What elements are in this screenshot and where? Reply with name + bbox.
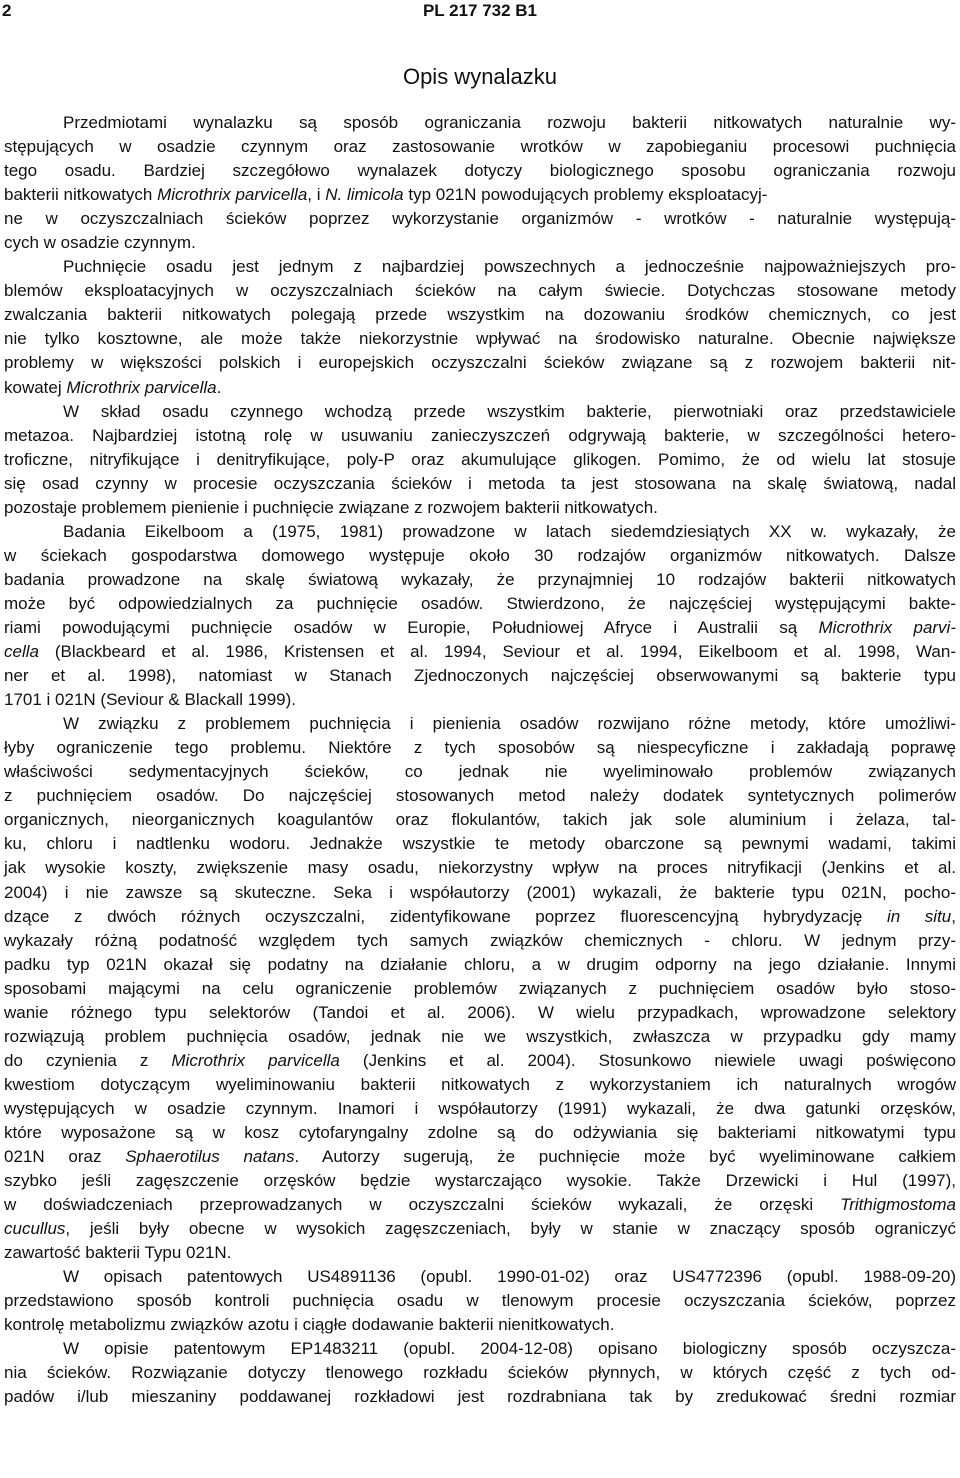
text-line <box>4 135 956 159</box>
text-segment: riami powodującymi puchnięcie osadów w Europie, Południowej Afryce i Australii są <box>4 617 819 637</box>
text-line <box>4 159 956 183</box>
text-line <box>4 1025 956 1049</box>
text-line <box>4 1361 956 1385</box>
text-segment: rozwiązują problem puchnięcia osadów, jednak nie we wszystkich, zwłaszcza w przypadku gdy mamy <box>4 1026 956 1046</box>
text-line <box>4 712 956 736</box>
italic-text: Trithigmostoma <box>840 1195 956 1215</box>
text-segment: szybko jeśli zagęszczenie orzęsków będzie wystarczająco wysokie. Także Drzewicki i Hul (1997), <box>4 1171 956 1191</box>
text-line <box>4 1169 956 1193</box>
text-segment: z puchnięciem osadów. Do najczęściej stosowanych metod należy dodatek syntetycznych polimerów <box>4 786 956 806</box>
text-line <box>4 664 956 688</box>
page-header <box>0 0 960 22</box>
text-line <box>4 1049 956 1073</box>
text-segment: dzące z dwóch różnych oczyszczalni, zidentyfikowane poprzez fluorescencyjną hybrydyzację <box>4 906 887 926</box>
italic-text: cucullus <box>4 1219 66 1239</box>
text-segment: bakterii nitkowatych <box>4 185 158 205</box>
text-line <box>4 1385 956 1409</box>
text-segment: 2004) i nie zawsze są skuteczne. Seka i współautorzy (2001) wykazali, że bakterie typu 021N, pocho- <box>4 882 956 902</box>
text-segment: W opisie patentowym EP1483211 (opubl. 2004-12-08) opisano biologiczny sposób oczyszcza- <box>63 1339 956 1359</box>
text-line <box>4 1313 956 1337</box>
text-line <box>4 1217 956 1241</box>
text-segment: kowatej <box>4 377 67 397</box>
text-line <box>4 183 956 207</box>
italic-text: cella <box>4 642 39 662</box>
text-segment: (Blackbeard et al. 1986, Kristensen et al. 1994, Seviour et al. 1994, Eikelboom et al. 1998, Wan- <box>38 642 956 662</box>
text-segment: . <box>216 377 222 397</box>
italic-text: Microthrix parvi- <box>818 617 956 637</box>
text-segment: cych w osadzie czynnym. <box>4 233 196 253</box>
text-line <box>4 808 956 832</box>
text-line <box>4 207 956 231</box>
text-segment: w ściekach gospodarstwa domowego występuje około 30 rodzajów organizmów nitkowatych. Dalsze <box>4 545 956 565</box>
text-segment: , i <box>307 185 326 205</box>
text-segment: Badania Eikelboom a (1975, 1981) prowadzone w latach siedemdziesiątych XX w. wykazały, że <box>63 521 956 541</box>
text-segment: 021N oraz <box>4 1147 126 1167</box>
text-line <box>4 736 956 760</box>
text-segment: ne w oczyszczalniach ścieków poprzez wykorzystanie organizmów - wrotków - naturalnie występują- <box>4 209 956 229</box>
italic-text: Microthrix parvicella <box>66 377 217 397</box>
text-segment: . Autorzy sugerują, że puchnięcie może być wyeliminowane całkiem <box>294 1147 956 1167</box>
text-line <box>4 1145 956 1169</box>
italic-text: Microthrix parvicella <box>157 185 308 205</box>
text-segment: typ 021N powodujących problemy eksploatacyj- <box>403 185 768 205</box>
text-line <box>4 111 956 135</box>
text-segment: stępujących w osadzie czynnym oraz zastosowanie wrotków w zapobieganiu procesowi puchnięcia <box>4 137 956 157</box>
text-line <box>4 376 956 400</box>
text-segment: padów i/lub mieszaniny poddawanej rozkładowi jest rozdrabniana tak by zredukować średni rozmiar <box>4 1387 956 1407</box>
text-line <box>4 688 956 712</box>
text-segment: zwalczania bakterii nitkowatych polegają przede wszystkim na dozowaniu środków chemicznych, co jest <box>4 305 956 325</box>
text-line <box>4 1241 956 1265</box>
text-line <box>4 640 956 664</box>
text-line <box>4 544 956 568</box>
italic-text: N. limicola <box>325 185 404 205</box>
text-segment: Puchnięcie osadu jest jednym z najbardziej powszechnych a jednocześnie najpoważniejszych pro- <box>63 257 956 277</box>
text-line <box>4 400 956 424</box>
text-segment: które wyposażone są w kosz cytofaryngalny zdolne są do odżywiania się bakteriami nitkowatymi typu <box>4 1122 956 1142</box>
text-segment: występujących w osadzie czynnym. Inamori i współautorzy (1991) wykazali, że dwa gatunki orzęsków, <box>4 1098 956 1118</box>
text-line <box>4 327 956 351</box>
text-line <box>4 1073 956 1097</box>
text-segment: w doświadczeniach przeprowadzanych w oczyszczalni ścieków wykazali, że orzęski <box>4 1195 841 1215</box>
text-segment: Przedmiotami wynalazku są sposób ograniczania rozwoju bakterii nitkowatych naturalnie wy- <box>63 113 956 132</box>
text-segment: troficzne, nitryfikujące i denitryfikujące, poly-P oraz akumulujące glikogen. Pomimo, że od wielu lat stosuje <box>4 449 956 469</box>
text-line <box>4 1097 956 1121</box>
text-line <box>4 856 956 880</box>
text-segment: właściwości sedymentacyjnych ścieków, co jednak nie wyeliminowało problemów związanych <box>4 762 956 782</box>
text-segment: problemy w większości polskich i europejskich oczyszczalni ścieków związane są z rozwojem bakterii nit- <box>4 353 956 373</box>
text-segment: W skład osadu czynnego wchodzą przede wszystkim bakterie, pierwotniaki oraz przedstawiciele <box>63 401 956 421</box>
patent-number: PL 217 732 B1 <box>422 1 538 20</box>
text-line <box>4 784 956 808</box>
text-segment: metazoa. Najbardziej istotną rolę w usuwaniu zanieczyszczeń odgrywają bakterie, w szczególności hetero- <box>4 425 956 445</box>
text-segment: padku typ 021N okazał się podatny na działanie chloru, a w drugim odporny na jego działanie. Innymi <box>4 954 956 974</box>
text-segment: blemów eksploatacyjnych w oczyszczalniach ścieków na całym świecie. Dotychczas stosowane metody <box>4 281 956 301</box>
document-body <box>4 111 956 1410</box>
text-line <box>4 424 956 448</box>
text-line <box>4 1265 956 1289</box>
text-line <box>4 929 956 953</box>
text-line <box>4 1001 956 1025</box>
text-segment: , <box>951 906 956 926</box>
section-title: Opis wynalazku <box>402 64 558 89</box>
text-segment: się osad czynny w procesie oczyszczania ścieków i metoda ta jest stosowana na skalę światową, nadal <box>4 473 956 493</box>
text-segment: W opisach patentowych US4891136 (opubl. 1990-01-02) oraz US4772396 (opubl. 1988-09-20) <box>63 1267 956 1287</box>
text-segment: wykazały różną podatność względem tych samych związków chemicznych - chloru. W jednym przy- <box>4 930 956 950</box>
text-segment: organicznych, nieorganicznych koagulantów oraz flokulantów, takich jak sole aluminium i żelaza, tal- <box>4 810 956 830</box>
text-line <box>4 977 956 1001</box>
text-segment: zawartość bakterii Typu 021N. <box>4 1243 232 1263</box>
text-segment: 1701 i 021N (Seviour & Blackall 1999). <box>4 690 296 710</box>
italic-text: in situ <box>886 906 952 926</box>
text-line <box>4 448 956 472</box>
text-line <box>4 1289 956 1313</box>
italic-text: Sphaerotilus natans <box>125 1147 295 1167</box>
text-line <box>4 496 956 520</box>
text-segment: , jeśli były obecne w wysokich zagęszczeniach, były w stanie w znaczący sposób ograniczyć <box>65 1219 956 1239</box>
text-segment: kontrolę metabolizmu związków azotu i ciągłe dodawanie bakterii nienitkowatych. <box>4 1315 615 1335</box>
text-line <box>4 520 956 544</box>
text-line <box>4 351 956 375</box>
text-line <box>4 760 956 784</box>
text-line <box>4 472 956 496</box>
text-line <box>4 905 956 929</box>
text-line <box>4 279 956 303</box>
text-line <box>4 881 956 905</box>
text-segment: do czynienia z <box>4 1050 172 1070</box>
text-line <box>4 231 956 255</box>
text-segment: łyby ograniczenie tego problemu. Niektóre z tych sposobów są niespecyficzne i zakładają poprawę <box>4 738 956 758</box>
text-segment: jak wysokie koszty, zwiększenie masy osadu, niekorzystny wpływ na proces nitryfikacji (Jenkins et al. <box>4 858 956 878</box>
text-segment: pozostaje problemem pienienie i puchnięcie związane z rozwojem bakterii nitkowatych. <box>4 497 658 517</box>
text-segment: (Jenkins et al. 2004). Stosunkowo niewiele uwagi poświęcono <box>339 1050 956 1070</box>
text-line <box>4 1121 956 1145</box>
text-segment: tego osadu. Bardziej szczegółowo wynalazek dotyczy biologicznego sposobu ograniczania rozwoju <box>4 161 956 181</box>
text-segment: może być odpowiedzialnych za puchnięcie osadów. Stwierdzono, że najczęściej występującymi bakte- <box>4 593 956 613</box>
italic-text: Microthrix parvicella <box>171 1050 340 1070</box>
text-segment: nie tylko kosztowne, ale może także niekorzystnie wpływać na środowisko naturalne. Obecnie największe <box>4 329 956 349</box>
text-line <box>4 255 956 279</box>
text-segment: ku, chloru i nadtlenku wodoru. Jednakże wszystkie te metody obarczone są pewnymi wadami, takimi <box>4 834 956 854</box>
text-line <box>4 568 956 592</box>
text-segment: wanie różnego typu selektorów (Tandoi et al. 2006). W wielu przypadkach, wprowadzone selektory <box>4 1002 956 1022</box>
text-segment: nia ścieków. Rozwiązanie dotyczy tlenowego rozkładu ścieków płynnych, w których część z tych od- <box>4 1363 956 1383</box>
text-segment: badania prowadzone na skalę światową wykazały, że przynajmniej 10 rodzajów bakterii nitkowatych <box>4 569 956 589</box>
text-line <box>4 1337 956 1361</box>
text-line <box>4 832 956 856</box>
text-segment: ner et al. 1998), natomiast w Stanach Zjednoczonych najczęściej obserwowanymi są bakterie typu <box>4 666 956 686</box>
text-line <box>4 592 956 616</box>
text-segment: W związku z problemem puchnięcia i pienienia osadów rozwijano różne metody, które umożliwi- <box>63 714 956 734</box>
text-segment: sposobami mającymi na celu ograniczenie problemów związanych z puchnięciem osadów było stoso- <box>4 978 956 998</box>
text-line <box>4 303 956 327</box>
text-segment: przedstawiono sposób kontroli puchnięcia osadu w tlenowym procesie oczyszczania ścieków, poprzez <box>4 1291 956 1311</box>
text-line <box>4 1193 956 1217</box>
page-number: 2 <box>2 1 12 20</box>
text-line <box>4 953 956 977</box>
text-line <box>4 616 956 640</box>
text-segment: kwestiom dotyczącym wyeliminowaniu bakterii nitkowatych z wykorzystaniem ich naturalnych wrogów <box>4 1074 956 1094</box>
